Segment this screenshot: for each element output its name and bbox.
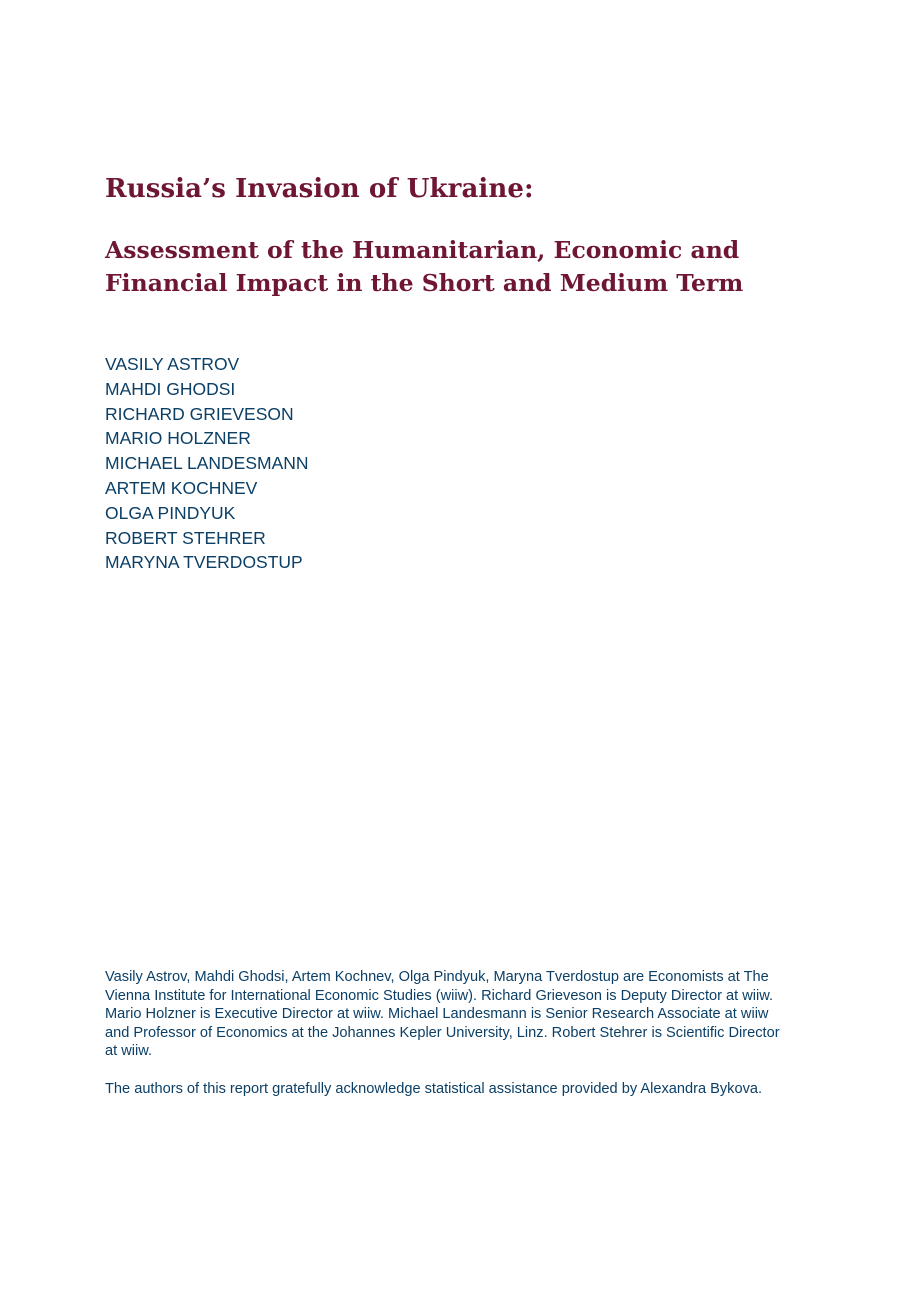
- author-name: VASILY ASTROV: [105, 354, 240, 374]
- author-name: MICHAEL LANDESMANN: [105, 453, 309, 474]
- author-name: MAHDI GHODSI: [105, 378, 236, 399]
- author-name: OLGA PINDYUK: [105, 502, 236, 523]
- author-list: [105, 352, 309, 575]
- acknowledgement-note: The authors of this report gratefully acknowledge statistical assistance provided by Alexandra Bykova.: [105, 1081, 763, 1097]
- subtitle-line-1: Assessment of the Humanitarian, Economic and: [105, 236, 740, 264]
- author-name: ROBERT STEHRER: [105, 527, 266, 548]
- author-name: ARTEM KOCHNEV: [105, 477, 258, 498]
- author-name: MARYNA TVERDOSTUP: [105, 552, 303, 573]
- author-bio-note: Vasily Astrov, Mahdi Ghodsi, Artem Kochnev, Olga Pindyuk, Maryna Tverdostup are Economists at The Vienna Institute for International Economic Studies (wiiw). Richard Grieveson is Deputy Director at wiiw. Mario Holzner is Executive Director at wiiw. Michael Landesmann is Senior Research Associate at wiiw and Professor of Economics at the Johannes Kepler University, Linz. Robert Stehrer is Scientific Director at wiiw.: [105, 969, 780, 1060]
- report-subtitle: [105, 234, 743, 300]
- subtitle-line-2: Financial Impact in the Short and Medium Term: [105, 269, 744, 297]
- author-name: RICHARD GRIEVESON: [105, 403, 294, 424]
- author-name: MARIO HOLZNER: [105, 428, 251, 449]
- report-title: Russia’s Invasion of Ukraine:: [105, 174, 534, 204]
